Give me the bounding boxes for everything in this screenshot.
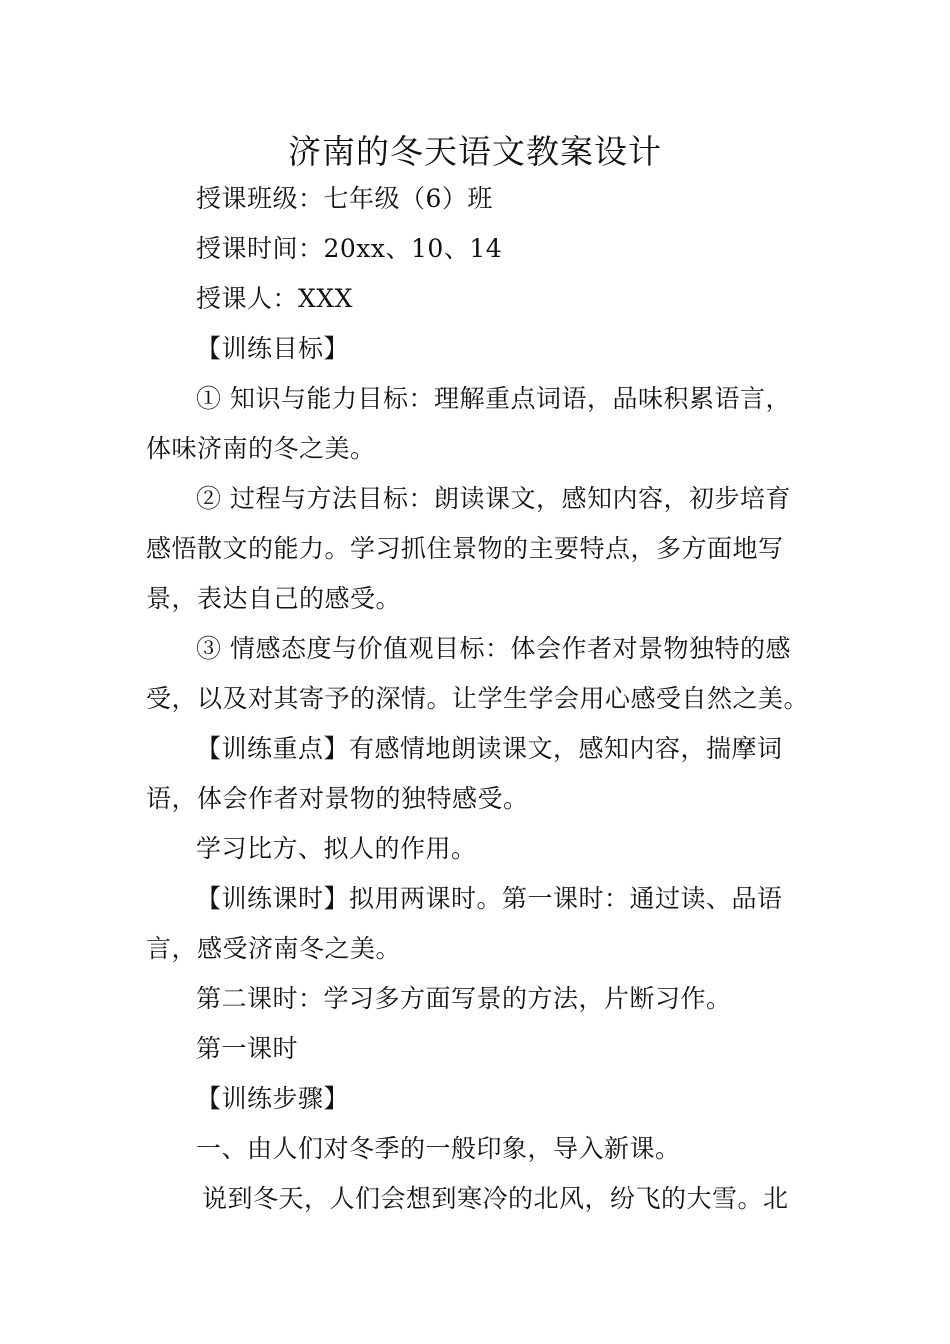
section-heading-goals: 【训练目标】 [196,334,350,363]
focus-detail: 学习比方、拟人的作用。 [196,834,477,863]
time-info: 授课时间：20xx、10、14 [196,234,503,263]
step-one-text: 说到冬天，人们会想到寒冷的北风，纷飞的大雪。北 [202,1184,789,1213]
second-lesson: 第二课时：学习多方面写景的方法，片断习作。 [196,984,732,1013]
lesson-hours: 【训练课时】拟用两课时。第一课时：通过读、品语言，感受济南冬之美。 [146,884,783,963]
teacher-info: 授课人：XXX [196,284,353,313]
step-one: 一、由人们对冬季的一般印象，导入新课。 [196,1134,681,1163]
goal-knowledge: ① 知识与能力目标：理解重点词语，品味积累语言，体味济南的冬之美。 [146,384,791,463]
first-lesson-heading: 第一课时 [196,1034,299,1063]
document-body [146,174,810,1224]
section-heading-steps: 【训练步骤】 [196,1084,350,1113]
training-focus: 【训练重点】有感情地朗读课文，感知内容，揣摩词语，体会作者对景物的独特感受。 [146,734,783,813]
document-title: 济南的冬天语文教案设计 [288,132,662,171]
class-info: 授课班级：七年级（6）班 [196,184,493,213]
goal-emotion: ③ 情感态度与价值观目标：体会作者对景物独特的感受，以及对其寄予的深情。让学生学会用心感受自然之美。 [146,634,810,713]
goal-process: ② 过程与方法目标：朗读课文，感知内容，初步培育感悟散文的能力。学习抓住景物的主要特点，多方面地写景，表达自己的感受。 [146,484,791,613]
